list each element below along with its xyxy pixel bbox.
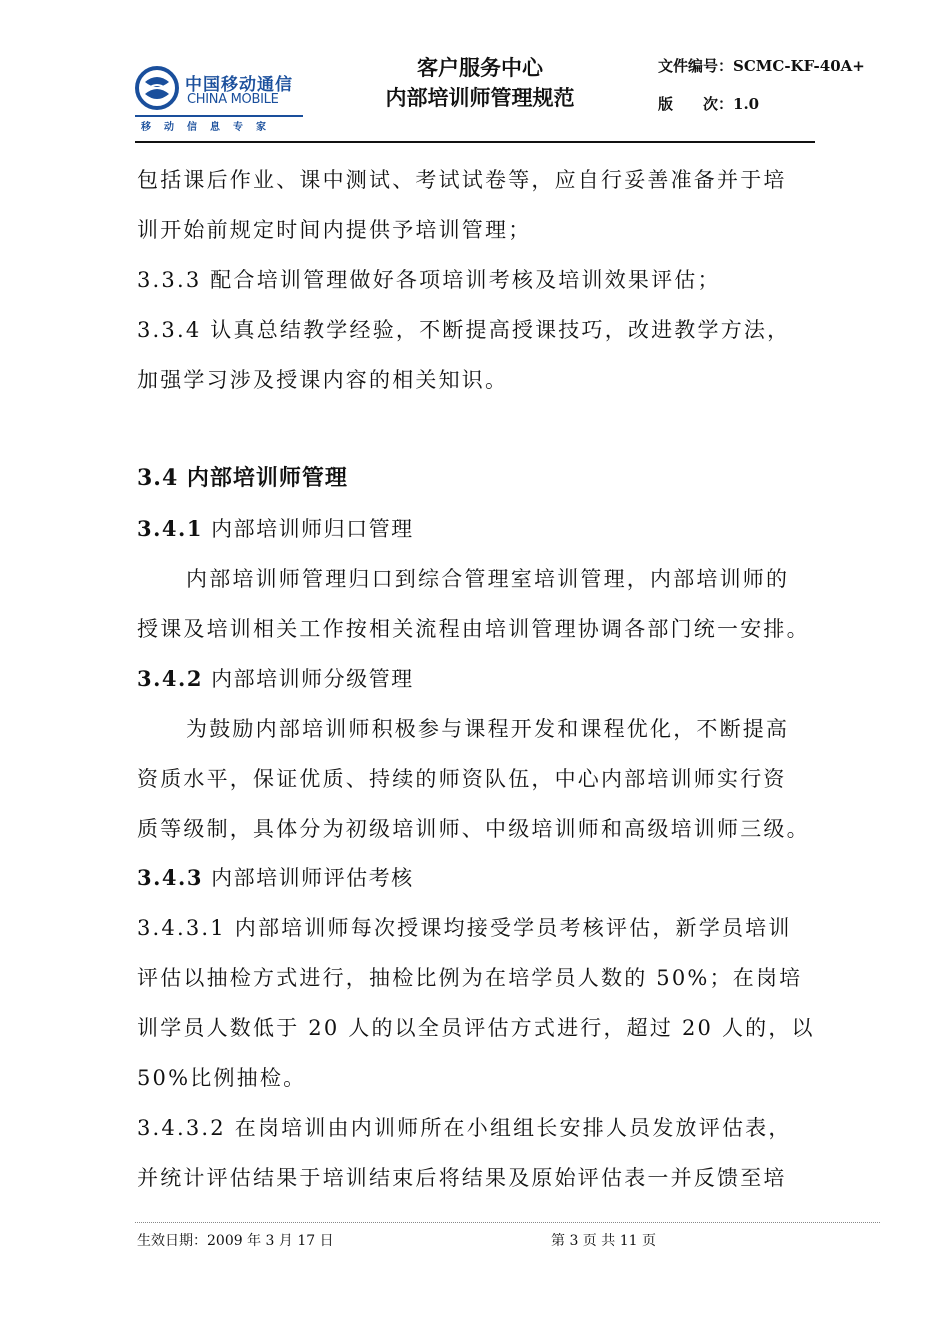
subsection-number: 3.4.2 bbox=[137, 666, 203, 691]
body-line: 评估以抽检方式进行，抽检比例为在培学员人数的 50%；在岗培 bbox=[137, 966, 803, 990]
body-line: 训学员人数低于 20 人的以全员评估方式进行，超过 20 人的，以 bbox=[137, 1016, 815, 1040]
logo-divider bbox=[135, 115, 303, 117]
section-heading: 3.4 内部培训师管理 bbox=[137, 465, 348, 491]
header-title-line2: 内部培训师管理规范 bbox=[385, 86, 575, 110]
doc-version: 版 次：1.0 bbox=[658, 95, 760, 113]
footer-page-number: 第 3 页 共 11 页 bbox=[551, 1233, 656, 1249]
footer-effective-date: 生效日期：2009 年 3 月 17 日 bbox=[137, 1233, 334, 1249]
logo-name-en: CHINA MOBILE bbox=[187, 92, 279, 107]
body-line: 加强学习涉及授课内容的相关知识。 bbox=[137, 368, 509, 392]
body-line: 内部培训师管理归口到综合管理室培训管理，内部培训师的 bbox=[186, 567, 790, 591]
body-line: 质等级制，具体分为初级培训师、中级培训师和高级培训师三级。 bbox=[137, 817, 810, 841]
body-line: 并统计评估结果于培训结束后将结果及原始评估表一并反馈至培 bbox=[137, 1166, 787, 1190]
body-line: 3.3.4 认真总结教学经验，不断提高授课技巧，改进教学方法， bbox=[137, 318, 791, 342]
subsection-title: 内部培训师分级管理 bbox=[211, 667, 414, 691]
subsection-title: 内部培训师评估考核 bbox=[211, 866, 414, 890]
logo-slogan: 移动信息专家 bbox=[141, 122, 279, 133]
china-mobile-emblem-icon bbox=[135, 66, 179, 110]
china-mobile-logo bbox=[135, 66, 310, 134]
header-title-line1: 客户服务中心 bbox=[417, 56, 543, 80]
doc-number: 文件编号：SCMC-KF-40A+ bbox=[658, 57, 865, 75]
body-line: 3.4.3.2 在岗培训由内训师所在小组组长安排人员发放评估表， bbox=[137, 1116, 792, 1140]
logo-name-cn: 中国移动通信 bbox=[185, 75, 293, 95]
body-line: 训开始前规定时间内提供予培训管理； bbox=[137, 218, 532, 242]
header-rule bbox=[135, 141, 815, 143]
footer-rule bbox=[135, 1222, 880, 1223]
subsection-number: 3.4.3 bbox=[137, 865, 203, 890]
body-line: 50%比例抽检。 bbox=[137, 1066, 307, 1090]
subsection-heading-3-4-2 bbox=[137, 663, 414, 693]
subsection-heading-3-4-3 bbox=[137, 862, 414, 892]
body-line: 包括课后作业、课中测试、考试试卷等，应自行妥善准备并于培 bbox=[137, 168, 787, 192]
body-line: 为鼓励内部培训师积极参与课程开发和课程优化，不断提高 bbox=[186, 717, 790, 741]
subsection-title: 内部培训师归口管理 bbox=[211, 517, 414, 541]
subsection-heading-3-4-1 bbox=[137, 513, 414, 543]
body-line: 授课及培训相关工作按相关流程由培训管理协调各部门统一安排。 bbox=[137, 617, 810, 641]
body-line: 3.4.3.1 内部培训师每次授课均接受学员考核评估，新学员培训 bbox=[137, 916, 792, 940]
subsection-number: 3.4.1 bbox=[137, 516, 203, 541]
body-line: 3.3.3 配合培训管理做好各项培训考核及培训效果评估； bbox=[137, 268, 721, 292]
body-line: 资质水平，保证优质、持续的师资队伍，中心内部培训师实行资 bbox=[137, 767, 787, 791]
